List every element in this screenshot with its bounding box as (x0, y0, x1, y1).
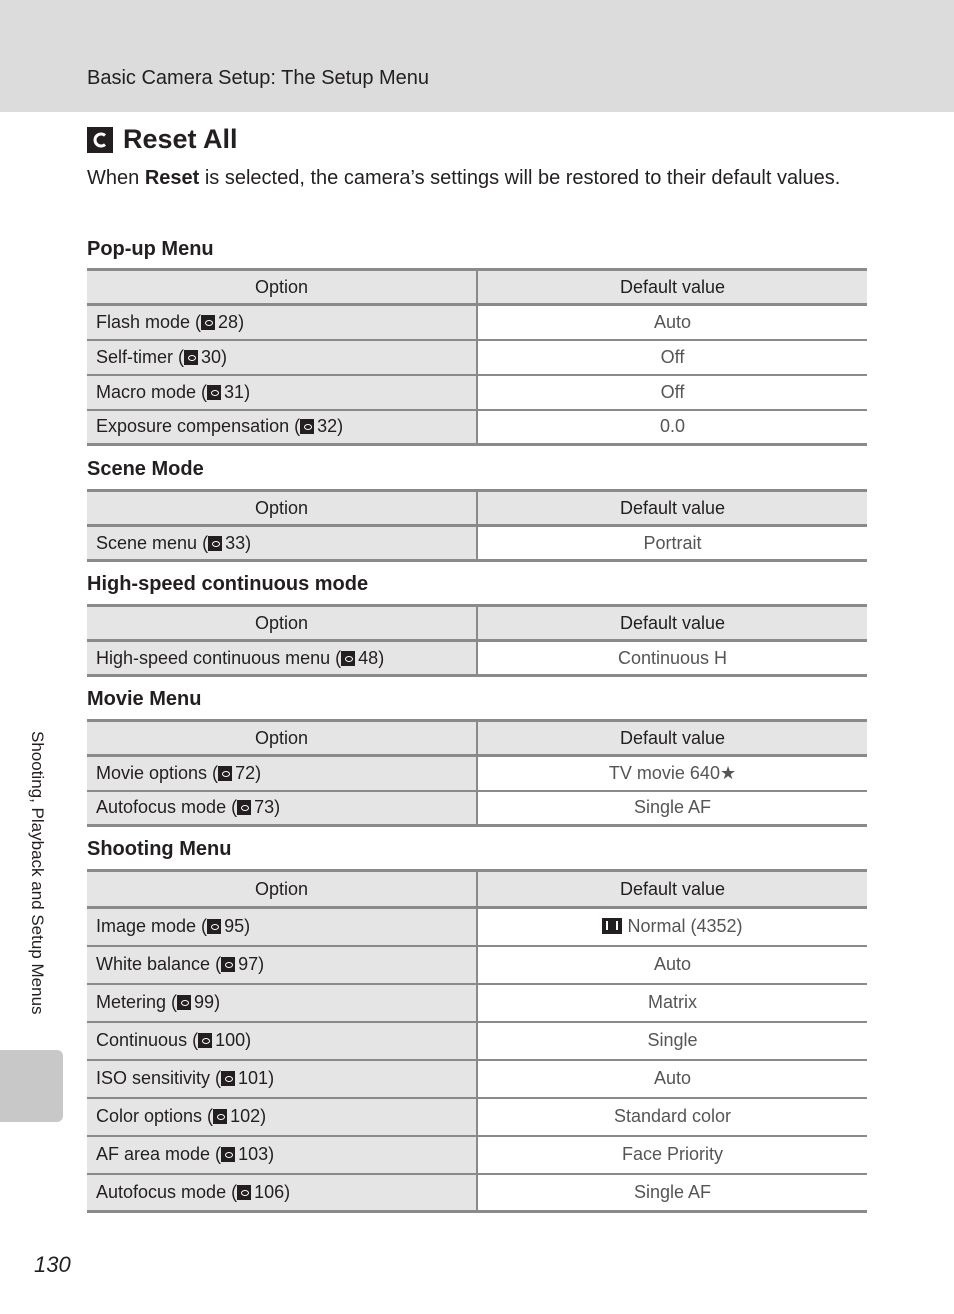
option-column-header: Option (87, 721, 477, 756)
default-value: Single (477, 1022, 867, 1060)
table-row (87, 908, 867, 946)
page-number: 130 (34, 1252, 71, 1277)
option-column-header: Option (87, 491, 477, 526)
chapter-tab (0, 1050, 63, 1122)
table-row (87, 984, 867, 1022)
page-reference-icon (221, 1071, 235, 1086)
option-name: Self-timer ( 30) (87, 340, 477, 375)
table-row (87, 410, 867, 445)
page-reference-icon (184, 350, 198, 365)
section-heading-high-speed: High-speed continuous mode (87, 573, 369, 595)
page-reference-icon (207, 919, 221, 934)
default-value: Off (477, 375, 867, 410)
default-column-header: Default value (477, 606, 867, 641)
option-name: Metering ( 99) (87, 984, 477, 1022)
default-value: Single AF (477, 1174, 867, 1212)
page-title-text: Reset All (123, 124, 238, 154)
page-reference-icon (341, 651, 355, 666)
table-row (87, 946, 867, 984)
option-name: ISO sensitivity ( 101) (87, 1060, 477, 1098)
default-value: Auto (477, 1060, 867, 1098)
default-value: Auto (477, 946, 867, 984)
page-reference-icon (237, 800, 251, 815)
table-row (87, 791, 867, 826)
default-value: Portrait (477, 526, 867, 561)
option-name: Autofocus mode ( 73) (87, 791, 477, 826)
page-reference-icon (221, 957, 235, 972)
table-row (87, 1136, 867, 1174)
default-value: 0.0 (477, 410, 867, 445)
option-name: Continuous ( 100) (87, 1022, 477, 1060)
page-reference-icon (198, 1033, 212, 1048)
page-reference-icon (177, 995, 191, 1010)
table-row (87, 305, 867, 340)
default-column-header: Default value (477, 871, 867, 908)
page-reference-icon (213, 1109, 227, 1124)
table-row (87, 756, 867, 791)
option-name: White balance ( 97) (87, 946, 477, 984)
option-name: Scene menu ( 33) (87, 526, 477, 561)
table-row (87, 1174, 867, 1212)
popup-menu-table (87, 268, 867, 446)
option-name: Image mode ( 95) (87, 908, 477, 946)
default-value: Continuous H (477, 641, 867, 676)
image-mode-normal-icon (602, 918, 622, 934)
table-row (87, 641, 867, 676)
page-reference-icon (201, 315, 215, 330)
chapter-side-label: Shooting, Playback and Setup Menus (28, 731, 47, 1015)
intro-text: When Reset is selected, the camera’s settings will be restored to their default values. (87, 167, 841, 189)
page-reference-icon (300, 419, 314, 434)
page-reference-icon (208, 536, 222, 551)
table-row (87, 1098, 867, 1136)
high-speed-table (87, 604, 867, 677)
table-row (87, 1022, 867, 1060)
default-value: Normal (4352) (477, 908, 867, 946)
default-column-header: Default value (477, 270, 867, 305)
scene-mode-table (87, 489, 867, 562)
page-reference-icon (221, 1147, 235, 1162)
option-name: Movie options ( 72) (87, 756, 477, 791)
default-column-header: Default value (477, 721, 867, 756)
table-header-row (87, 491, 867, 526)
default-value: TV movie 640★ (477, 756, 867, 791)
header-title: Basic Camera Setup: The Setup Menu (87, 67, 430, 89)
default-value: Off (477, 340, 867, 375)
reset-keyword: Reset (144, 167, 200, 189)
default-column-header: Default value (477, 491, 867, 526)
page-title (87, 124, 238, 155)
option-name: Exposure compensation ( 32) (87, 410, 477, 445)
table-row (87, 526, 867, 561)
page-reference-icon (207, 385, 221, 400)
option-name: Color options ( 102) (87, 1098, 477, 1136)
option-column-header: Option (87, 871, 477, 908)
table-row (87, 1060, 867, 1098)
setup-menu-icon (87, 127, 113, 153)
table-header-row (87, 270, 867, 305)
default-value: Face Priority (477, 1136, 867, 1174)
table-header-row (87, 871, 867, 908)
option-column-header: Option (87, 270, 477, 305)
table-row (87, 340, 867, 375)
section-heading-movie-menu: Movie Menu (87, 688, 202, 710)
shooting-menu-table (87, 869, 867, 1213)
table-header-row (87, 721, 867, 756)
default-value: Standard color (477, 1098, 867, 1136)
default-value: Auto (477, 305, 867, 340)
option-column-header: Option (87, 606, 477, 641)
page-reference-icon (218, 766, 232, 781)
default-value: Single AF (477, 791, 867, 826)
option-name: Flash mode ( 28) (87, 305, 477, 340)
option-name: Macro mode ( 31) (87, 375, 477, 410)
header-band (0, 0, 954, 112)
default-value: Matrix (477, 984, 867, 1022)
table-header-row (87, 606, 867, 641)
movie-menu-table (87, 719, 867, 827)
section-heading-popup-menu: Pop-up Menu (87, 238, 214, 260)
table-row (87, 375, 867, 410)
option-name: High-speed continuous menu ( 48) (87, 641, 477, 676)
section-heading-shooting-menu: Shooting Menu (87, 838, 232, 860)
section-heading-scene-mode: Scene Mode (87, 458, 204, 480)
option-name: AF area mode ( 103) (87, 1136, 477, 1174)
option-name: Autofocus mode ( 106) (87, 1174, 477, 1212)
page-reference-icon (237, 1185, 251, 1200)
